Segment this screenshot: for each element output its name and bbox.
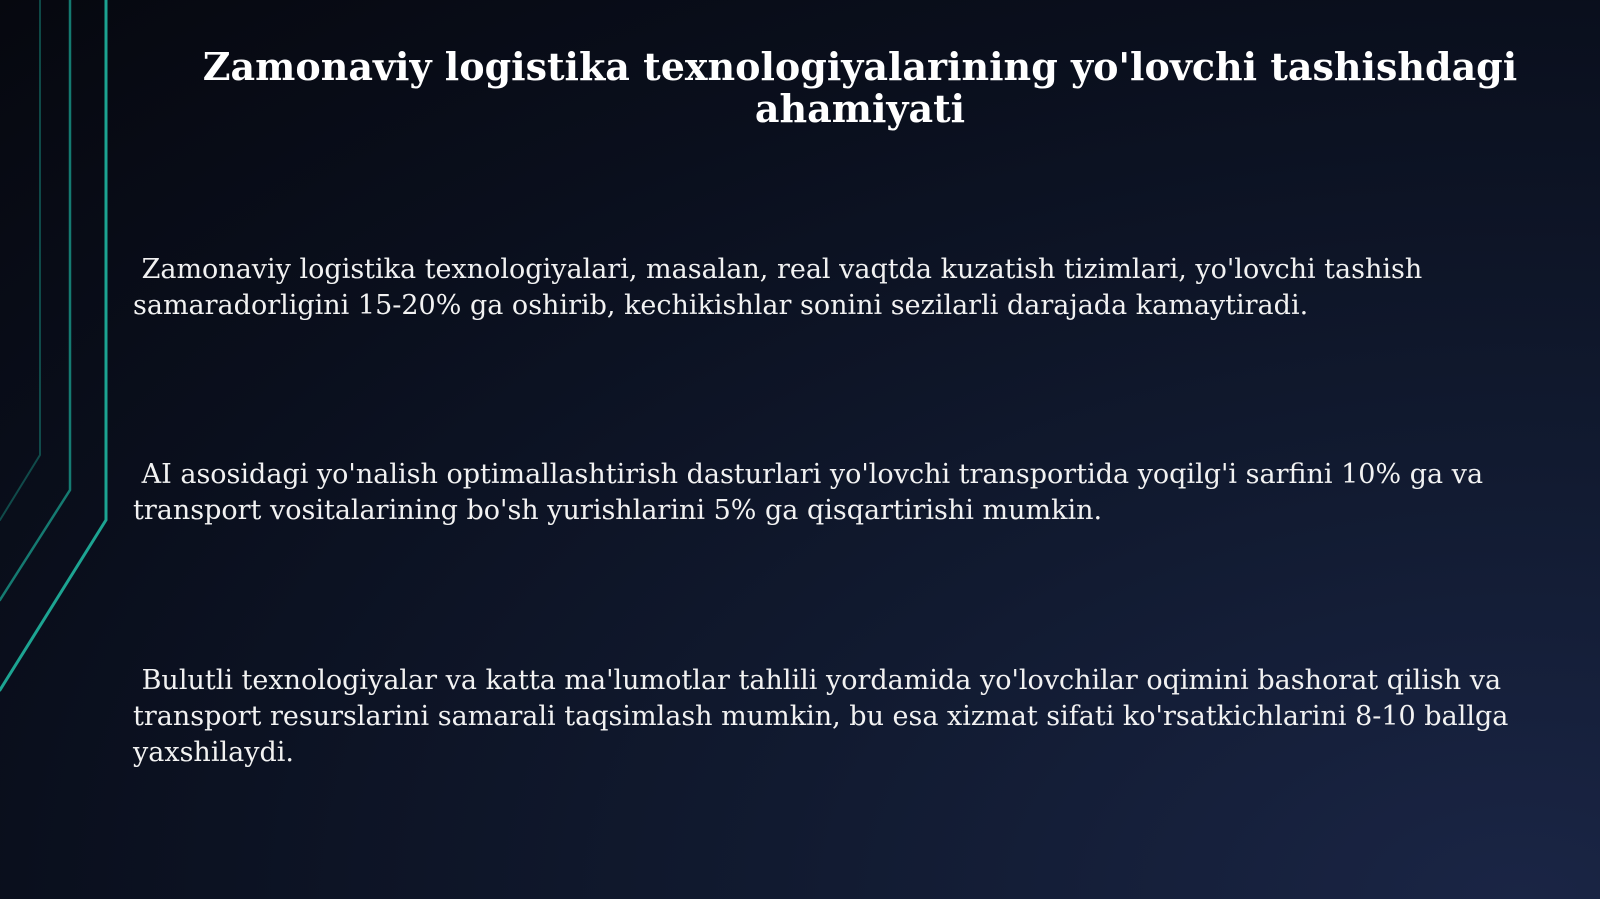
accent-line-outer	[0, 0, 106, 690]
bullet-item-1: Zamonaviy logistika texnologiyalari, masalan, real vaqtda kuzatish tizimlari, yo'lovchi tashish samaradorligini 15-20% ga oshirib, kechikishlar sonini sezilarli darajada kamaytiradi.	[133, 254, 1431, 321]
accent-line-middle	[0, 0, 70, 600]
bullet-item-2: AI asosidagi yo'nalish optimallashtirish dasturlari yo'lovchi transportida yoqilg'i sarfini 10% ga va transport vositalarining bo'sh yurishlarini 5% ga qisqartirishi mumkin.	[133, 459, 1492, 526]
slide-title: Zamonaviy logistika texnologiyalarining yo'lovchi tashishdagi ahamiyati	[202, 44, 1518, 131]
decorative-lines	[0, 0, 140, 899]
bullet-item-3: Bulutli texnologiyalar va katta ma'lumotlar tahlili yordamida yo'lovchilar oqimini bashorat qilish va transport resurslarini samarali taqsimlash mumkin, bu esa xizmat sifati ko'rsatkichlarini 8-10 ballga yaxshilaydi.	[133, 665, 1517, 768]
accent-line-inner	[0, 0, 40, 520]
